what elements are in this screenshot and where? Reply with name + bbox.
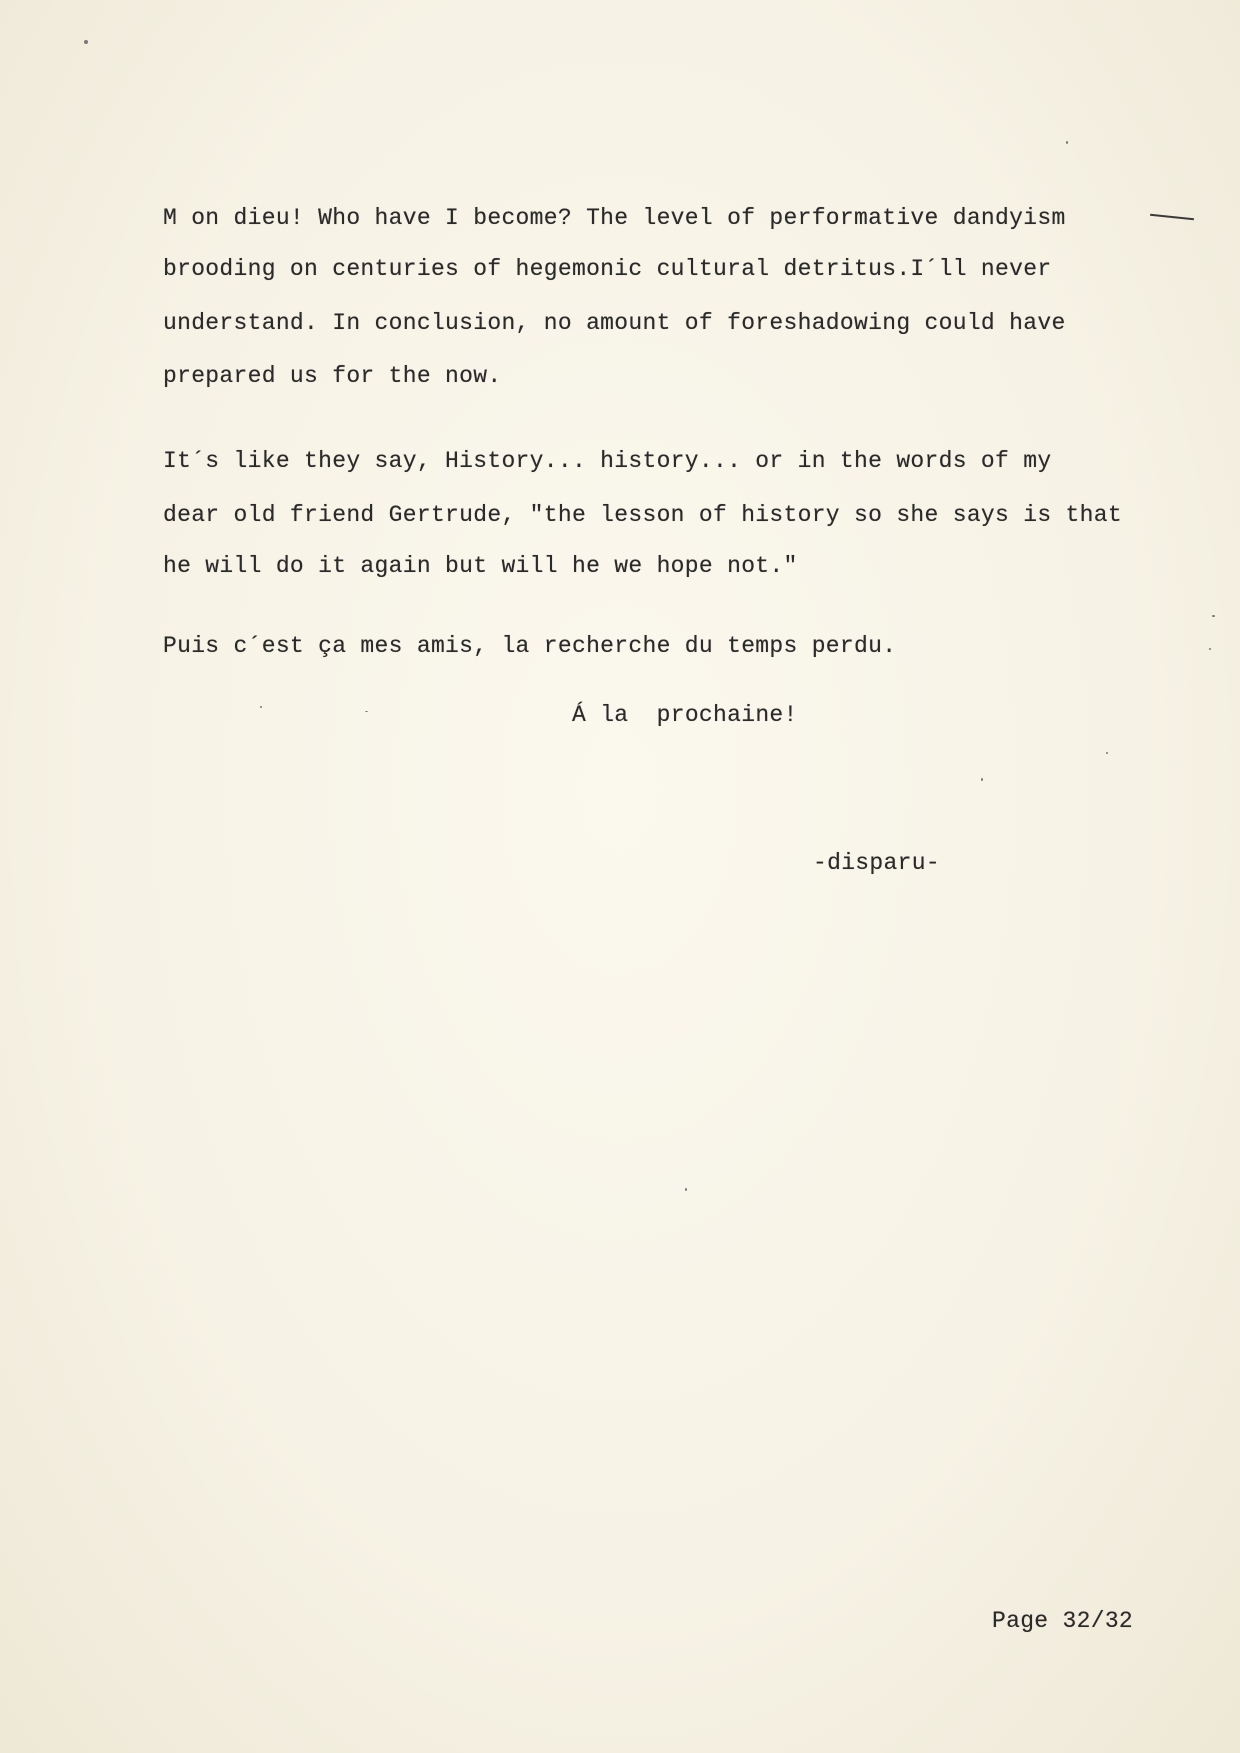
paper-speck xyxy=(1106,752,1108,754)
paper-speck xyxy=(365,711,368,712)
paragraph-1-line-1: M on dieu! Who have I become? The level of performative dandyism xyxy=(163,205,1066,231)
paper-speck xyxy=(981,778,983,781)
paragraph-2-line-3: he will do it again but will he we hope not." xyxy=(163,553,798,579)
page-number: Page 32/32 xyxy=(992,1608,1134,1634)
paper-speck xyxy=(260,706,262,708)
paper-speck xyxy=(1066,141,1068,144)
closing-line: Á la prochaine! xyxy=(572,702,798,728)
paragraph-2-line-1: It´s like they say, History... history... or in the words of my xyxy=(163,448,1052,474)
paper-speck xyxy=(685,1188,687,1191)
paper-speck xyxy=(1212,615,1215,617)
margin-dash-mark xyxy=(1150,214,1194,221)
paper-speck xyxy=(84,40,88,44)
paper-speck xyxy=(1209,648,1211,650)
paragraph-1-line-2: brooding on centuries of hegemonic cultural detritus.I´ll never xyxy=(163,256,1052,282)
paragraph-1-line-3: understand. In conclusion, no amount of foreshadowing could have xyxy=(163,310,1066,336)
paragraph-3: Puis c´est ça mes amis, la recherche du temps perdu. xyxy=(163,633,897,659)
paragraph-2-line-2: dear old friend Gertrude, "the lesson of history so she says is that xyxy=(163,502,1122,528)
paragraph-1-line-4: prepared us for the now. xyxy=(163,363,502,389)
signature: -disparu- xyxy=(813,850,940,876)
